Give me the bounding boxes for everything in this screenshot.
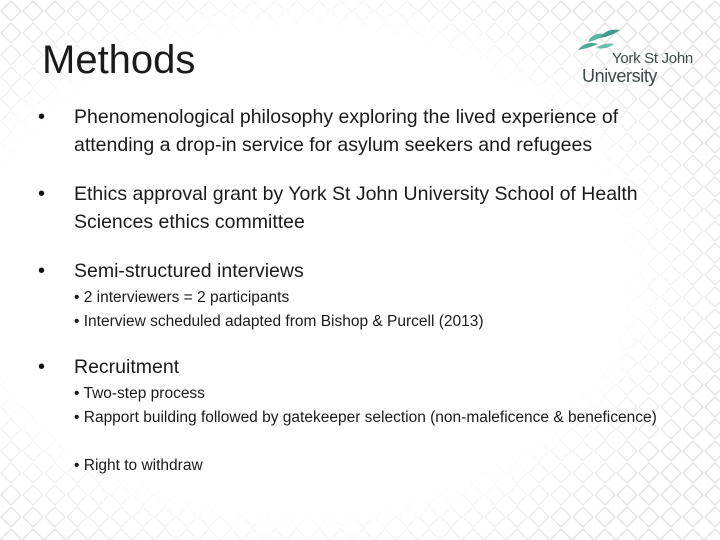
bullet-text: Recruitment	[74, 356, 180, 378]
sub-bullet-dot: •	[74, 457, 80, 474]
logo-text-line1: York St John	[612, 50, 693, 67]
sub-bullet	[74, 382, 684, 405]
sub-bullet	[74, 286, 684, 309]
sub-bullet	[74, 310, 684, 333]
sub-bullet-dot: •	[74, 289, 80, 306]
sub-bullet-text: Rapport building followed by gatekeeper selection (non-maleficence & beneficence)	[83, 409, 657, 426]
bullet-dot: •	[38, 183, 46, 205]
bullet-dot: •	[38, 106, 46, 128]
bullet-dot: •	[38, 356, 46, 378]
sub-bullet	[74, 406, 684, 429]
sub-bullet-text: Interview scheduled adapted from Bishop & Purcell (2013)	[83, 313, 484, 330]
bullet-dot: •	[38, 260, 46, 282]
logo-text-line2: University	[582, 66, 658, 86]
sub-bullet	[74, 454, 684, 477]
sub-bullet-text: 2 interviewers = 2 participants	[83, 289, 290, 306]
sub-bullet-text: Two-step process	[83, 385, 205, 402]
slide-title: Methods	[42, 38, 196, 82]
sub-bullet-dot: •	[74, 313, 80, 330]
university-logo	[572, 28, 694, 88]
bullet-text: Ethics approval grant by York St John University School of Health Sciences ethics committee	[74, 183, 638, 233]
sub-bullet-text: Right to withdraw	[83, 457, 203, 474]
sub-bullet-dot: •	[74, 385, 80, 402]
sub-bullet-dot: •	[74, 409, 80, 426]
bullet-text: Phenomenological philosophy exploring the lived experience of attending a drop-in service for asylum seekers and refugees	[74, 106, 619, 156]
bullet-text: Semi-structured interviews	[74, 260, 304, 282]
